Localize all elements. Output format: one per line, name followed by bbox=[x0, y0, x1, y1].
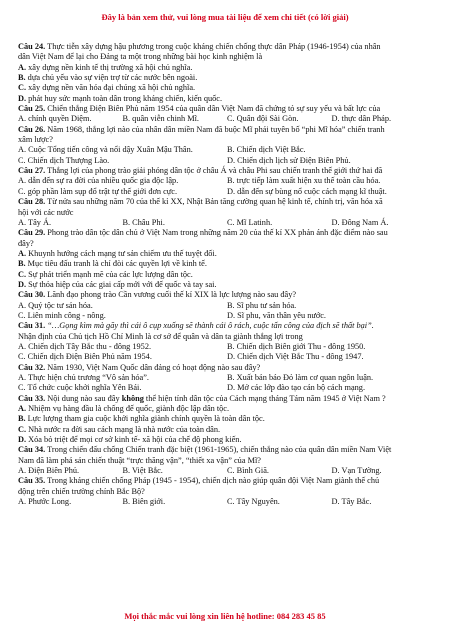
option-row bbox=[18, 311, 436, 321]
option-letter: B. bbox=[122, 466, 131, 476]
option-letter: D. bbox=[331, 217, 340, 227]
option-text: Chiến dịch Biên giới Thu - đông 1950. bbox=[234, 341, 366, 351]
question-block bbox=[18, 321, 436, 362]
option-text: Nhà nước ra đời sau cách mạng là nhà nước của toàn dân. bbox=[26, 424, 221, 434]
option-cell bbox=[227, 352, 436, 362]
option-cell bbox=[18, 342, 227, 352]
option-row bbox=[18, 259, 436, 269]
option-text: Chiến dịch Việt Bắc. bbox=[234, 145, 306, 155]
hotline-footer: Mọi thắc mắc vui lòng xin liên hệ hotline: 084 283 45 85 bbox=[124, 611, 326, 621]
question-number: Câu 31. bbox=[18, 321, 46, 331]
option-cell bbox=[18, 187, 227, 197]
option-letter: C. bbox=[227, 217, 235, 227]
question-block bbox=[18, 290, 436, 321]
question-text-line: đây? bbox=[18, 238, 34, 248]
option-row bbox=[18, 404, 436, 414]
option-text: Tây Nguyên. bbox=[234, 497, 280, 507]
answer-option bbox=[18, 187, 177, 196]
question-number: Câu 35. bbox=[18, 476, 46, 486]
question-stem bbox=[18, 125, 436, 135]
option-cell bbox=[227, 342, 436, 352]
option-text: Xóa bỏ triệt để mọi cơ sở kinh tế- xã hội của chế độ phong kiến. bbox=[26, 435, 242, 445]
option-text: dẫn đến sự bùng nổ cuộc cách mạng kĩ thuật. bbox=[235, 186, 387, 196]
option-text: Khuynh hướng cách mạng tư sản chiếm ưu thế tuyệt đối. bbox=[26, 248, 217, 258]
option-letter: D. bbox=[331, 497, 340, 507]
answer-option bbox=[18, 404, 229, 413]
option-letter: C. bbox=[18, 424, 27, 434]
option-cell bbox=[227, 187, 436, 197]
question-number: Câu 33. bbox=[18, 393, 46, 403]
option-text: xây dựng nền kinh tế thị trường xã hội chủ nghĩa. bbox=[26, 62, 193, 72]
question-text: Thực tiễn xây dựng hậu phương trong cuộc kháng chiến chống thực dân Pháp (1946-1954) của nhân bbox=[45, 42, 381, 51]
option-text: thực dân Pháp. bbox=[339, 114, 392, 124]
option-text: Phước Long. bbox=[26, 497, 72, 507]
question-number: Câu 29. bbox=[18, 228, 46, 238]
option-row bbox=[18, 497, 436, 507]
option-text: phát huy sức mạnh toàn dân trong kháng chiến, kiến quốc. bbox=[26, 93, 223, 103]
answer-option bbox=[18, 383, 141, 392]
answer-option bbox=[123, 218, 165, 227]
option-cell bbox=[123, 497, 228, 507]
option-text: Chiến dịch Tây Bắc thu - đông 1952. bbox=[26, 341, 152, 351]
question-text-line: động trên chiến trường chính Bắc Bộ? bbox=[18, 486, 145, 496]
question-text: Trong chiến đấu chống Chiến tranh đặc biệt (1961-1965), chiến thắng nào của quân dân miền Nam Việt bbox=[45, 445, 392, 455]
option-cell bbox=[227, 114, 332, 124]
option-cell bbox=[227, 383, 436, 393]
answer-option bbox=[18, 94, 222, 103]
question-stem bbox=[18, 445, 436, 455]
option-row bbox=[18, 83, 436, 93]
question-text: thể hiện tính dân tộc của Cách mạng tháng Tám năm 1945 ở Việt Nam ? bbox=[143, 393, 386, 403]
option-cell bbox=[332, 497, 437, 507]
question-block bbox=[18, 445, 436, 476]
answer-option bbox=[332, 497, 372, 506]
option-row bbox=[18, 94, 436, 104]
option-cell bbox=[227, 176, 436, 186]
option-text: Điện Biên Phủ. bbox=[26, 466, 80, 476]
question-text-line: hội với các nước bbox=[18, 207, 74, 217]
answer-option bbox=[18, 114, 92, 123]
answer-option bbox=[18, 414, 265, 423]
option-text: Mĩ Latinh. bbox=[234, 217, 273, 227]
answer-option bbox=[227, 497, 280, 506]
option-letter: A. bbox=[18, 404, 27, 414]
question-text: Nội dung nào sau đây bbox=[45, 393, 122, 403]
answer-option bbox=[18, 156, 109, 165]
option-text: Cuộc Tổng tiến công và nổi dậy Xuân Mậu Thân. bbox=[26, 145, 193, 155]
option-letter: C. bbox=[227, 114, 235, 124]
option-letter: B. bbox=[227, 300, 235, 310]
option-row bbox=[18, 373, 436, 383]
answer-option bbox=[18, 259, 207, 268]
question-text-line: dân Việt Nam để lại cho Đảng ta một trong những bài học kinh nghiệm là bbox=[18, 52, 263, 62]
answer-option bbox=[332, 218, 389, 227]
option-text: Xuất bản báo Đỏ làm cơ quan ngôn luận. bbox=[234, 373, 374, 382]
option-text: Tây Á. bbox=[26, 217, 52, 227]
option-cell bbox=[18, 156, 227, 166]
answer-option bbox=[227, 311, 326, 320]
option-row bbox=[18, 63, 436, 73]
answer-option bbox=[18, 301, 93, 310]
option-letter: D. bbox=[331, 466, 340, 476]
answer-option bbox=[18, 73, 197, 82]
option-cell bbox=[18, 466, 123, 476]
answer-option bbox=[18, 218, 51, 227]
option-row bbox=[18, 342, 436, 352]
option-letter: B. bbox=[227, 341, 235, 351]
option-cell bbox=[332, 114, 437, 124]
option-cell bbox=[18, 311, 227, 321]
answer-option bbox=[18, 466, 79, 475]
option-letter: D. bbox=[227, 186, 236, 196]
option-row bbox=[18, 73, 436, 83]
answer-option bbox=[123, 114, 200, 123]
option-letter: C. bbox=[18, 352, 26, 362]
question-number: Câu 28. bbox=[18, 197, 46, 207]
option-cell bbox=[123, 114, 228, 124]
question-block bbox=[18, 476, 436, 507]
option-row bbox=[18, 145, 436, 155]
option-letter: B. bbox=[18, 73, 26, 83]
option-letter: A. bbox=[18, 145, 27, 155]
question-number: Câu 26. bbox=[18, 124, 46, 134]
answer-option bbox=[18, 352, 152, 361]
option-text: Châu Phi. bbox=[130, 217, 165, 227]
option-letter: C. bbox=[227, 497, 235, 507]
question-emphasis: không bbox=[121, 393, 144, 403]
option-cell bbox=[227, 145, 436, 155]
option-row bbox=[18, 425, 436, 435]
question-text: Năm 1930, Việt Nam Quốc dân đảng có hoạt động nào sau đây? bbox=[45, 362, 261, 372]
option-cell bbox=[18, 383, 227, 393]
option-text: Mục tiêu đấu tranh là chỉ đòi các quyền lợi về kinh tế. bbox=[25, 259, 207, 269]
answer-option bbox=[18, 176, 178, 185]
question-block bbox=[18, 104, 436, 125]
option-text: Chiến dịch Điện Biên Phủ năm 1954. bbox=[25, 352, 152, 362]
answer-option bbox=[18, 497, 71, 506]
option-text: quân viễn chinh Mĩ. bbox=[130, 114, 200, 124]
option-letter: C. bbox=[18, 310, 26, 320]
option-text: Tây Bắc. bbox=[339, 497, 372, 507]
option-letter: C. bbox=[18, 155, 26, 165]
answer-option bbox=[123, 497, 166, 506]
question-text: Thắng lợi của phong trào giải phóng dân tộc ở châu Á và châu Phi sau chiến tranh thế giới thứ hai đã bbox=[45, 166, 383, 176]
option-row bbox=[18, 301, 436, 311]
option-text: Mở các lớp đào tạo cán bộ cách mạng. bbox=[235, 383, 366, 393]
option-cell bbox=[18, 145, 227, 155]
question-number: Câu 25. bbox=[18, 104, 46, 114]
question-block bbox=[18, 394, 436, 446]
option-letter: B. bbox=[122, 114, 131, 124]
option-letter: D. bbox=[227, 155, 236, 165]
answer-option bbox=[18, 373, 149, 382]
option-letter: C. bbox=[18, 383, 26, 393]
option-text: dẫn đến sự ra đời của nhiều quốc gia độc lập. bbox=[26, 176, 179, 186]
question-stem bbox=[18, 197, 436, 207]
option-cell bbox=[227, 311, 436, 321]
option-text: góp phần làm sụp đổ trật tự thế giới đơn cực. bbox=[25, 186, 178, 196]
question-number: Câu 34. bbox=[18, 445, 46, 455]
option-letter: C. bbox=[18, 269, 27, 279]
answer-option bbox=[227, 156, 351, 165]
option-cell bbox=[227, 466, 332, 476]
option-text: Lực lượng tham gia cuộc khởi nghĩa giành chính quyền là toàn dân tộc. bbox=[25, 414, 265, 424]
option-letter: B. bbox=[18, 259, 26, 269]
answer-option bbox=[227, 466, 269, 475]
option-letter: D. bbox=[227, 310, 236, 320]
option-cell bbox=[227, 373, 436, 383]
option-row bbox=[18, 270, 436, 280]
option-text: Quý tộc tư sản hóa. bbox=[26, 300, 93, 310]
question-stem bbox=[18, 104, 436, 114]
option-letter: D. bbox=[18, 435, 27, 445]
option-letter: D. bbox=[331, 114, 340, 124]
option-row bbox=[18, 114, 436, 124]
option-text: Sự phát triển mạnh mẽ của các lực lượng dân tộc. bbox=[26, 269, 193, 279]
option-text: xây dựng nền văn hóa đại chúng xã hội chủ nghĩa. bbox=[26, 83, 196, 93]
answer-option bbox=[18, 63, 192, 72]
option-letter: D. bbox=[227, 383, 236, 393]
answer-option bbox=[18, 311, 106, 320]
option-text: Sự thỏa hiệp của các giai cấp mới với đế quốc và tay sai. bbox=[26, 279, 217, 289]
option-row bbox=[18, 466, 436, 476]
option-letter: C. bbox=[227, 466, 235, 476]
option-letter: D. bbox=[18, 93, 27, 103]
question-block bbox=[18, 197, 436, 228]
option-text: Bình Giã. bbox=[234, 466, 269, 476]
option-cell bbox=[332, 466, 437, 476]
question-stem bbox=[18, 394, 436, 404]
question-block bbox=[18, 228, 436, 290]
question-text: Chiến thắng Điện Biên Phủ năm 1954 của quân dân Việt Nam đã chứng tỏ sự suy yếu và bất lực của bbox=[45, 104, 381, 114]
question-list bbox=[18, 42, 436, 507]
option-letter: A. bbox=[18, 248, 27, 258]
option-text: trực tiếp làm xuất hiện xu thế toàn cầu hóa. bbox=[234, 176, 381, 186]
question-number: Câu 30. bbox=[18, 290, 46, 300]
question-block bbox=[18, 125, 436, 166]
option-row bbox=[18, 249, 436, 259]
question-text: Năm 1968, thắng lợi nào của nhân dân miền Nam đã buộc Mĩ phải tuyên bố “phi Mĩ hóa” chiến tranh bbox=[45, 124, 385, 134]
question-text-line: Nhận định của Chủ tịch Hồ Chí Minh là cơ sở để quân và dân ta giành thắng lợi trong bbox=[18, 331, 303, 341]
option-letter: A. bbox=[18, 217, 27, 227]
option-row bbox=[18, 352, 436, 362]
option-cell bbox=[227, 218, 332, 228]
option-cell bbox=[18, 373, 227, 383]
answer-option bbox=[227, 342, 365, 351]
answer-option bbox=[18, 83, 195, 92]
question-stem bbox=[18, 42, 436, 52]
question-text: Lãnh đạo phong trào Cần vương cuối thế kỉ XIX là lực lượng nào sau đây? bbox=[45, 290, 297, 300]
option-cell bbox=[18, 352, 227, 362]
answer-option bbox=[227, 218, 272, 227]
option-letter: B. bbox=[122, 497, 131, 507]
option-text: Quân đội Sài Gòn. bbox=[234, 114, 299, 124]
answer-option bbox=[332, 114, 392, 123]
option-letter: C. bbox=[18, 186, 26, 196]
question-text: Trong kháng chiến chống Pháp (1945 - 1954), chiến dịch nào giúp quân đội Việt Nam giành thế chủ bbox=[45, 476, 380, 486]
option-text: Sĩ phu, văn thân yêu nước. bbox=[235, 310, 326, 320]
answer-option bbox=[18, 249, 217, 258]
answer-option bbox=[227, 114, 298, 123]
question-text-line: xâm lược? bbox=[18, 135, 53, 145]
question-text: Phong trào dân tộc dân chủ ở Việt Nam trong những năm 20 của thế kỉ XX phản ánh đặc điểm nào sau bbox=[45, 228, 388, 238]
option-letter: C. bbox=[18, 83, 27, 93]
answer-option bbox=[18, 435, 242, 444]
option-letter: B. bbox=[227, 373, 235, 382]
option-text: chính quyền Diệm. bbox=[26, 114, 92, 124]
option-text: dựa chủ yếu vào sự viện trợ từ các nước bên ngoài. bbox=[25, 73, 198, 83]
option-letter: B. bbox=[227, 145, 235, 155]
option-letter: A. bbox=[18, 176, 27, 186]
option-row bbox=[18, 156, 436, 166]
option-text: Thực hiện chủ trương “Vô sản hóa”. bbox=[26, 373, 149, 382]
question-stem bbox=[18, 321, 436, 331]
answer-option bbox=[227, 352, 364, 361]
question-number: Câu 24. bbox=[18, 42, 46, 51]
option-cell bbox=[18, 176, 227, 186]
option-text: Biên giới. bbox=[130, 497, 166, 507]
question-number: Câu 27. bbox=[18, 166, 46, 176]
answer-option bbox=[18, 280, 217, 289]
option-letter: A. bbox=[18, 466, 27, 476]
option-row bbox=[18, 383, 436, 393]
option-cell bbox=[227, 156, 436, 166]
option-row bbox=[18, 176, 436, 186]
option-letter: A. bbox=[18, 341, 27, 351]
question-block bbox=[18, 42, 436, 104]
question-text-line: Nam đã làm phá sản chiến thuật “trực thăng vận”, “thiết xa vận” của Mĩ? bbox=[18, 455, 261, 465]
option-letter: D. bbox=[18, 279, 27, 289]
option-text: Đông Nam Á. bbox=[339, 217, 389, 227]
option-cell bbox=[18, 497, 123, 507]
option-letter: A. bbox=[18, 114, 27, 124]
option-text: Việt Bắc. bbox=[130, 466, 163, 476]
option-row bbox=[18, 280, 436, 290]
question-stem bbox=[18, 166, 436, 176]
question-number: Câu 32. bbox=[18, 362, 46, 372]
option-letter: D. bbox=[227, 352, 236, 362]
answer-option bbox=[227, 383, 365, 392]
question-stem bbox=[18, 290, 436, 300]
option-letter: B. bbox=[227, 176, 235, 186]
answer-option bbox=[123, 466, 163, 475]
option-letter: A. bbox=[18, 300, 27, 310]
option-letter: A. bbox=[18, 373, 27, 382]
answer-option bbox=[18, 270, 193, 279]
option-text: Chiến dịch Việt Bắc Thu - đông 1947. bbox=[235, 352, 364, 362]
option-row bbox=[18, 435, 436, 445]
answer-option bbox=[18, 145, 193, 154]
option-cell bbox=[123, 466, 228, 476]
answer-option bbox=[227, 373, 373, 382]
answer-option bbox=[227, 176, 380, 185]
option-cell bbox=[227, 301, 436, 311]
option-cell bbox=[123, 218, 228, 228]
question-text: Từ nửa sau những năm 70 của thế kỉ XX, Nhật Bản tăng cường quan hệ kinh tế, chính trị, văn hóa xã bbox=[45, 197, 383, 207]
question-block bbox=[18, 363, 436, 394]
question-quote: “…Gọng kìm mà gãy thì cái ô cụp xuống sẽ thành cái ô rách, cuộc tấn công của địch sẽ thất bại”. bbox=[45, 321, 374, 331]
option-text: Tổ chức cuộc khởi nghĩa Yên Bái. bbox=[25, 383, 142, 393]
option-text: Sĩ phu tư sản hóa. bbox=[234, 300, 297, 310]
option-cell bbox=[18, 301, 227, 311]
question-stem bbox=[18, 228, 436, 238]
option-text: Liên minh công - nông. bbox=[25, 310, 106, 320]
answer-option bbox=[227, 187, 387, 196]
option-letter: B. bbox=[122, 217, 131, 227]
answer-option bbox=[18, 342, 151, 351]
option-text: Nhiệm vụ hàng đầu là chống đế quốc, giành độc lập dân tộc. bbox=[26, 404, 230, 414]
option-cell bbox=[18, 218, 123, 228]
question-block bbox=[18, 166, 436, 197]
option-cell bbox=[18, 114, 123, 124]
answer-option bbox=[227, 145, 306, 154]
option-text: Chiến dịch Thượng Lào. bbox=[25, 155, 110, 165]
option-cell bbox=[332, 218, 437, 228]
preview-notice-banner: Đây là bản xem thử, vui lòng mua tài liệu để xem chi tiết (có lời giải) bbox=[101, 12, 349, 22]
answer-option bbox=[227, 301, 296, 310]
question-stem bbox=[18, 363, 436, 373]
option-letter: A. bbox=[18, 62, 27, 72]
option-text: Chiến dịch lịch sử Điện Biên Phủ. bbox=[235, 155, 351, 165]
option-row bbox=[18, 414, 436, 424]
option-letter: A. bbox=[18, 497, 27, 507]
option-text: Vạn Tường. bbox=[339, 466, 382, 476]
option-cell bbox=[227, 497, 332, 507]
answer-option bbox=[332, 466, 382, 475]
option-row bbox=[18, 218, 436, 228]
option-letter: B. bbox=[18, 414, 26, 424]
option-row bbox=[18, 187, 436, 197]
question-stem bbox=[18, 476, 436, 486]
answer-option bbox=[18, 425, 220, 434]
